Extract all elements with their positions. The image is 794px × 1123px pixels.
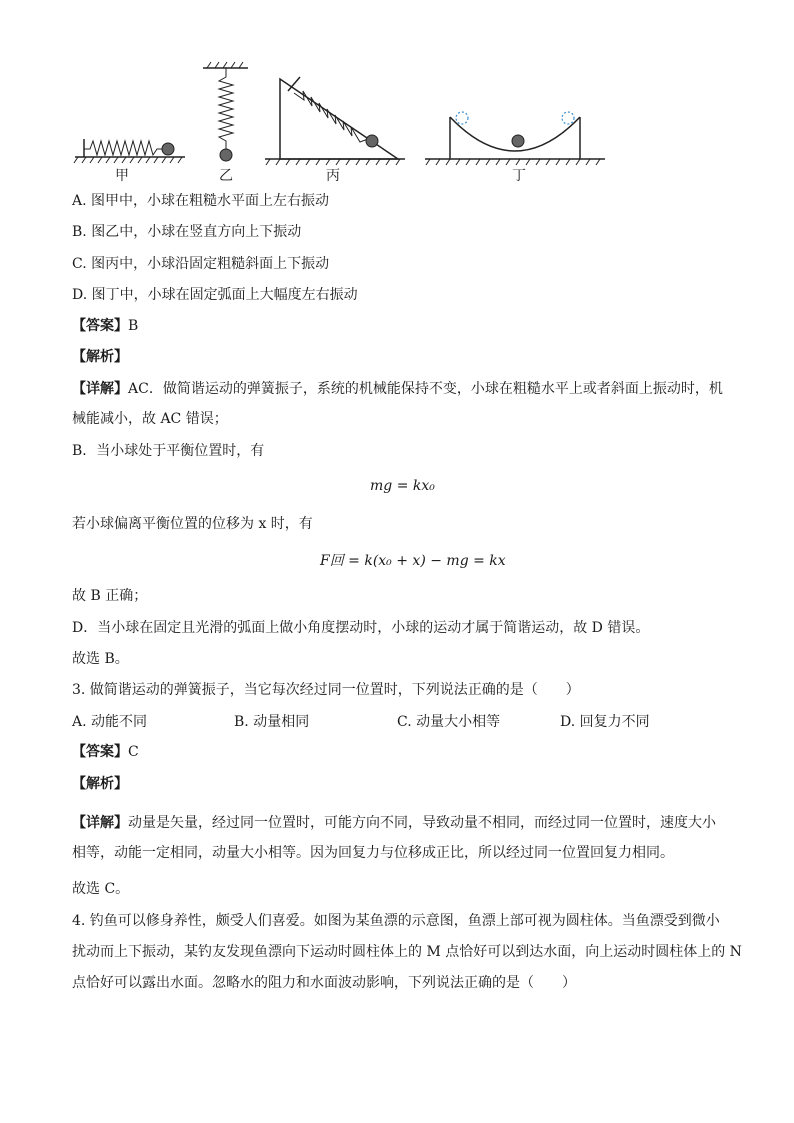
equation-1: mg = kx₀ [370, 478, 435, 494]
q2-detail-3: B．当小球处于平衡位置时，有 [72, 443, 265, 459]
figure-yi [203, 62, 248, 161]
answer-value: B [128, 318, 139, 334]
q3-option-c: C. 动量大小相等 [397, 714, 501, 730]
q2-analysis-tag: 【解析】 [72, 349, 128, 365]
figure-ding [425, 112, 605, 165]
q2-detail-1 [72, 379, 723, 399]
figure-jia [74, 139, 185, 163]
q4-stem-3: 点恰好可以露出水面。忽略水的阻力和水面波动影响，下列说法正确的是（ ） [72, 975, 576, 991]
q3-option-d: D. 回复力不同 [560, 714, 650, 730]
label-bing: 丙 [326, 168, 340, 184]
label-yi: 乙 [219, 168, 233, 184]
physics-figure [60, 55, 620, 185]
q2-option-a: A. 图甲中，小球在粗糙水平面上左右振动 [72, 193, 330, 209]
q2-detail-2: 械能减小，故 AC 错误； [72, 411, 228, 427]
figure-bing [265, 77, 405, 165]
q2-option-b: B. 图乙中，小球在竖直方向上下振动 [72, 224, 302, 240]
q2-conclusion: 故选 B。 [72, 651, 129, 667]
detail-tag: 【详解】 [72, 381, 128, 397]
q3-detail-1 [72, 813, 716, 833]
q2-answer [72, 316, 138, 336]
answer-tag: 【答案】 [72, 744, 128, 760]
answer-tag: 【答案】 [72, 318, 128, 334]
detail-tag: 【详解】 [72, 815, 128, 831]
q4-stem-1: 4. 钓鱼可以修身养性，颇受人们喜爱。如图为某鱼漂的示意图，鱼漂上部可视为圆柱体。当鱼漂受到微小 [72, 913, 720, 929]
q3-stem: 3. 做简谐运动的弹簧振子，当它每次经过同一位置时，下列说法正确的是（ ） [72, 682, 580, 698]
q3-option-b: B. 动量相同 [234, 714, 310, 730]
equation-2: F回 = k(x₀ + x) − mg = kx [320, 553, 506, 569]
q2-detail-5: 故 B 正确； [72, 588, 148, 604]
q2-detail-4: 若小球偏离平衡位置的位移为 x 时，有 [72, 516, 313, 532]
label-ding: 丁 [512, 168, 526, 184]
label-jia: 甲 [115, 168, 129, 184]
answer-value: C [128, 744, 139, 760]
q2-option-d: D. 图丁中，小球在固定弧面上大幅度左右振动 [72, 287, 358, 303]
detail-text: 动量是矢量，经过同一位置时，可能方向不同，导致动量不相同，而经过同一位置时，速度大小 [128, 815, 716, 831]
q4-stem-2: 扰动而上下振动，某钓友发现鱼漂向下运动时圆柱体上的 M 点恰好可以到达水面，向上运动时圆柱体上的 N [72, 944, 742, 960]
detail-text: AC．做简谐运动的弹簧振子，系统的机械能保持不变，小球在粗糙水平上或者斜面上振动时，机 [128, 381, 723, 397]
q3-conclusion: 故选 C。 [72, 881, 130, 897]
oscillator-diagrams [60, 55, 620, 185]
q3-answer [72, 742, 139, 762]
q2-detail-6: D．当小球在固定且光滑的弧面上做小角度摆动时，小球的运动才属于简谐运动，故 D 错误。 [72, 620, 650, 636]
q3-analysis-tag: 【解析】 [72, 776, 128, 792]
q3-option-a: A. 动能不同 [72, 714, 148, 730]
q2-option-c: C. 图丙中，小球沿固定粗糙斜面上下振动 [72, 256, 330, 272]
q3-detail-2: 相等，动能一定相同，动量大小相等。因为回复力与位移成正比，所以经过同一位置回复力相同。 [72, 845, 674, 861]
